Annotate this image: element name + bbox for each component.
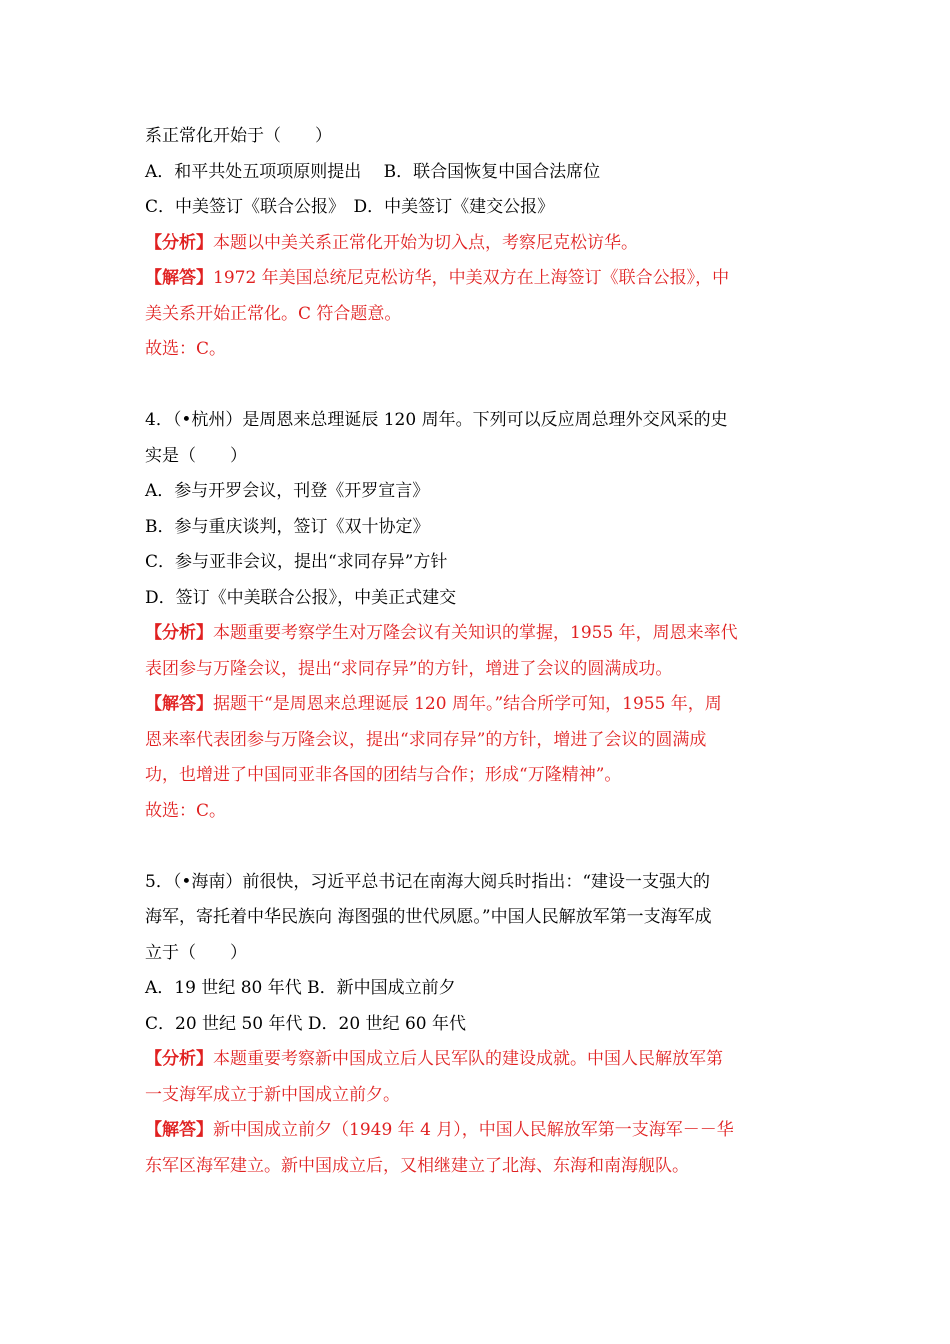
analysis — [145, 226, 810, 262]
question-stem: 立于（ ） — [145, 942, 247, 963]
options-line: A．19 世纪 80 年代 B．新中国成立前夕 — [145, 978, 456, 998]
question-stem: 系正常化开始于（ ） — [145, 126, 332, 146]
analysis — [145, 616, 810, 652]
question-3 — [145, 119, 810, 368]
question-stem: 海军，寄托着中华民族向 海图强的世代夙愿。”中国人民解放军第一支海军成 — [145, 907, 712, 927]
answer-tag: 【解答】 — [145, 1120, 213, 1140]
answer — [145, 261, 810, 297]
option-a: A．参与开罗会议，刊登《开罗宣言》 — [145, 481, 430, 501]
analysis-text: 表团参与万隆会议，提出“求同存异”的方针，增进了会议的圆满成功。 — [145, 658, 673, 679]
question-stem: 5．（•海南）前很快，习近平总书记在南海大阅兵时指出：“建设一支强大的 — [145, 871, 711, 892]
spacer — [145, 829, 810, 865]
option-d: D．签订《中美联合公报》，中美正式建交 — [145, 587, 457, 608]
choice: 故选：C。 — [145, 339, 227, 359]
options-line: A．和平共处五项项原则提出 B．联合国恢复中国合法席位 — [145, 161, 601, 182]
question-4 — [145, 403, 810, 829]
answer-text: 恩来率代表团参与万隆会议，提出“求同存异”的方针，增进了会议的圆满成 — [145, 729, 707, 750]
options-line: C．中美签订《联合公报》 D．中美签订《建交公报》 — [145, 197, 555, 217]
answer-text: 1972 年美国总统尼克松访华，中美双方在上海签订《联合公报》，中 — [213, 268, 730, 288]
option-c: C．参与亚非会议，提出“求同存异”方针 — [145, 552, 448, 572]
analysis-text: 本题以中美关系正常化开始为切入点，考察尼克松访华。 — [213, 232, 638, 253]
answer — [145, 687, 810, 723]
options-line: C．20 世纪 50 年代 D．20 世纪 60 年代 — [145, 1013, 466, 1034]
option-b: B．参与重庆谈判，签订《双十协定》 — [145, 516, 430, 537]
analysis-text: 一支海军成立于新中国成立前夕。 — [145, 1084, 400, 1105]
question-stem: 4．（•杭州）是周恩来总理诞辰 120 周年。下列可以反应周总理外交风采的史 — [145, 410, 728, 430]
analysis — [145, 1042, 810, 1078]
answer-text: 新中国成立前夕（1949 年 4 月），中国人民解放军第一支海军－－华 — [213, 1120, 734, 1140]
answer-text: 据题干“是周恩来总理诞辰 120 周年。”结合所学可知，1955 年，周 — [213, 694, 722, 714]
analysis-tag: 【分析】 — [145, 623, 213, 643]
choice: 故选：C。 — [145, 800, 227, 821]
analysis-tag: 【分析】 — [145, 232, 213, 253]
answer-tag: 【解答】 — [145, 268, 213, 288]
spacer — [145, 368, 810, 404]
answer-text: 功，也增进了中国同亚非各国的团结与合作；形成“万隆精神”。 — [145, 765, 622, 785]
question-stem: 实是（ ） — [145, 445, 247, 466]
answer — [145, 1113, 810, 1149]
analysis-text: 本题重要考察学生对万隆会议有关知识的掌握，1955 年，周恩来率代 — [213, 623, 738, 643]
answer-text: 东军区海军建立。新中国成立后，又相继建立了北海、东海和南海舰队。 — [145, 1155, 689, 1176]
analysis-tag: 【分析】 — [145, 1049, 213, 1069]
answer-text: 美关系开始正常化。C 符合题意。 — [145, 303, 402, 324]
document-content — [145, 119, 810, 1184]
analysis-text: 本题重要考察新中国成立后人民军队的建设成就。中国人民解放军第 — [213, 1049, 723, 1069]
question-5 — [145, 865, 810, 1185]
answer-tag: 【解答】 — [145, 694, 213, 714]
